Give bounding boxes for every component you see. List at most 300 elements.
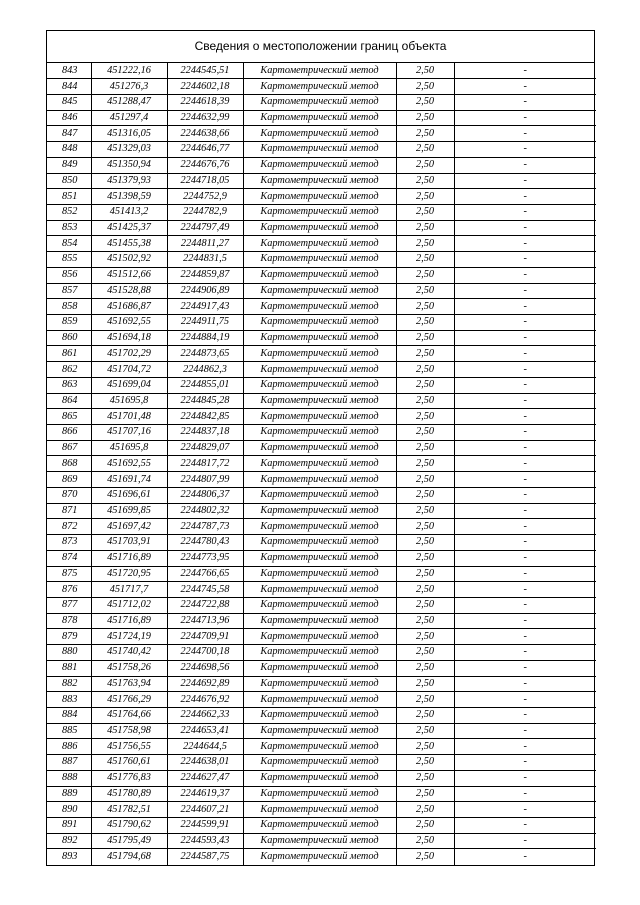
table-row	[47, 456, 596, 472]
method-cell: Картометрический метод	[243, 535, 396, 551]
point-number-cell: 849	[47, 157, 91, 173]
accuracy-cell: 2,50	[396, 519, 454, 535]
method-cell: Картометрический метод	[243, 503, 396, 519]
accuracy-cell: 2,50	[396, 802, 454, 818]
point-number-cell: 877	[47, 597, 91, 613]
note-cell: -	[454, 739, 596, 755]
y-coordinate-cell: 2244662,33	[167, 707, 243, 723]
accuracy-cell: 2,50	[396, 330, 454, 346]
accuracy-cell: 2,50	[396, 189, 454, 205]
accuracy-cell: 2,50	[396, 456, 454, 472]
method-cell: Картометрический метод	[243, 550, 396, 566]
method-cell: Картометрический метод	[243, 786, 396, 802]
note-cell: -	[454, 252, 596, 268]
note-cell: -	[454, 299, 596, 315]
method-cell: Картометрический метод	[243, 597, 396, 613]
point-number-cell: 881	[47, 660, 91, 676]
y-coordinate-cell: 2244802,32	[167, 503, 243, 519]
table-row	[47, 126, 596, 142]
table-row	[47, 676, 596, 692]
note-cell: -	[454, 786, 596, 802]
y-coordinate-cell: 2244817,72	[167, 456, 243, 472]
accuracy-cell: 2,50	[396, 770, 454, 786]
y-coordinate-cell: 2244773,95	[167, 550, 243, 566]
table-row	[47, 519, 596, 535]
method-cell: Картометрический метод	[243, 220, 396, 236]
method-cell: Картометрический метод	[243, 707, 396, 723]
accuracy-cell: 2,50	[396, 535, 454, 551]
method-cell: Картометрический метод	[243, 393, 396, 409]
table-row	[47, 79, 596, 95]
x-coordinate-cell: 451697,42	[91, 519, 167, 535]
x-coordinate-cell: 451425,37	[91, 220, 167, 236]
note-cell: -	[454, 802, 596, 818]
point-number-cell: 853	[47, 220, 91, 236]
y-coordinate-cell: 2244787,73	[167, 519, 243, 535]
accuracy-cell: 2,50	[396, 252, 454, 268]
accuracy-cell: 2,50	[396, 142, 454, 158]
note-cell: -	[454, 692, 596, 708]
x-coordinate-cell: 451760,61	[91, 755, 167, 771]
point-number-cell: 858	[47, 299, 91, 315]
y-coordinate-cell: 2244831,5	[167, 252, 243, 268]
x-coordinate-cell: 451329,03	[91, 142, 167, 158]
point-number-cell: 887	[47, 755, 91, 771]
table-row	[47, 613, 596, 629]
y-coordinate-cell: 2244698,56	[167, 660, 243, 676]
x-coordinate-cell: 451707,16	[91, 425, 167, 441]
accuracy-cell: 2,50	[396, 629, 454, 645]
accuracy-cell: 2,50	[396, 126, 454, 142]
accuracy-cell: 2,50	[396, 566, 454, 582]
table-row	[47, 377, 596, 393]
method-cell: Картометрический метод	[243, 472, 396, 488]
y-coordinate-cell: 2244676,76	[167, 157, 243, 173]
y-coordinate-cell: 2244862,3	[167, 362, 243, 378]
note-cell: -	[454, 204, 596, 220]
note-cell: -	[454, 723, 596, 739]
accuracy-cell: 2,50	[396, 503, 454, 519]
accuracy-cell: 2,50	[396, 94, 454, 110]
method-cell: Картометрический метод	[243, 267, 396, 283]
point-number-cell: 876	[47, 582, 91, 598]
accuracy-cell: 2,50	[396, 755, 454, 771]
point-number-cell: 884	[47, 707, 91, 723]
point-number-cell: 869	[47, 472, 91, 488]
point-number-cell: 847	[47, 126, 91, 142]
accuracy-cell: 2,50	[396, 660, 454, 676]
method-cell: Картометрический метод	[243, 94, 396, 110]
x-coordinate-cell: 451528,88	[91, 283, 167, 299]
y-coordinate-cell: 2244587,75	[167, 849, 243, 865]
point-number-cell: 854	[47, 236, 91, 252]
x-coordinate-cell: 451795,49	[91, 833, 167, 849]
accuracy-cell: 2,50	[396, 818, 454, 834]
point-number-cell: 862	[47, 362, 91, 378]
y-coordinate-cell: 2244646,77	[167, 142, 243, 158]
accuracy-cell: 2,50	[396, 739, 454, 755]
y-coordinate-cell: 2244842,85	[167, 409, 243, 425]
point-number-cell: 893	[47, 849, 91, 865]
table-row	[47, 330, 596, 346]
y-coordinate-cell: 2244627,47	[167, 770, 243, 786]
table-row	[47, 707, 596, 723]
accuracy-cell: 2,50	[396, 472, 454, 488]
method-cell: Картометрический метод	[243, 566, 396, 582]
point-number-cell: 866	[47, 425, 91, 441]
point-number-cell: 892	[47, 833, 91, 849]
x-coordinate-cell: 451699,04	[91, 377, 167, 393]
y-coordinate-cell: 2244752,9	[167, 189, 243, 205]
method-cell: Картометрический метод	[243, 299, 396, 315]
note-cell: -	[454, 110, 596, 126]
note-cell: -	[454, 362, 596, 378]
note-cell: -	[454, 456, 596, 472]
x-coordinate-cell: 451222,16	[91, 63, 167, 79]
x-coordinate-cell: 451712,02	[91, 597, 167, 613]
y-coordinate-cell: 2244797,49	[167, 220, 243, 236]
method-cell: Картометрический метод	[243, 409, 396, 425]
point-number-cell: 870	[47, 487, 91, 503]
accuracy-cell: 2,50	[396, 833, 454, 849]
accuracy-cell: 2,50	[396, 676, 454, 692]
x-coordinate-cell: 451758,26	[91, 660, 167, 676]
method-cell: Картометрический метод	[243, 440, 396, 456]
point-number-cell: 879	[47, 629, 91, 645]
y-coordinate-cell: 2244713,96	[167, 613, 243, 629]
accuracy-cell: 2,50	[396, 377, 454, 393]
accuracy-cell: 2,50	[396, 283, 454, 299]
note-cell: -	[454, 613, 596, 629]
x-coordinate-cell: 451455,38	[91, 236, 167, 252]
accuracy-cell: 2,50	[396, 723, 454, 739]
point-number-cell: 872	[47, 519, 91, 535]
x-coordinate-cell: 451764,66	[91, 707, 167, 723]
x-coordinate-cell: 451766,29	[91, 692, 167, 708]
note-cell: -	[454, 409, 596, 425]
method-cell: Картометрический метод	[243, 676, 396, 692]
accuracy-cell: 2,50	[396, 173, 454, 189]
method-cell: Картометрический метод	[243, 63, 396, 79]
boundary-table-frame	[46, 30, 595, 866]
y-coordinate-cell: 2244884,19	[167, 330, 243, 346]
point-number-cell: 856	[47, 267, 91, 283]
accuracy-cell: 2,50	[396, 267, 454, 283]
accuracy-cell: 2,50	[396, 440, 454, 456]
note-cell: -	[454, 157, 596, 173]
x-coordinate-cell: 451790,62	[91, 818, 167, 834]
x-coordinate-cell: 451720,95	[91, 566, 167, 582]
note-cell: -	[454, 660, 596, 676]
table-row	[47, 550, 596, 566]
method-cell: Картометрический метод	[243, 425, 396, 441]
x-coordinate-cell: 451692,55	[91, 315, 167, 331]
x-coordinate-cell: 451716,89	[91, 550, 167, 566]
x-coordinate-cell: 451512,66	[91, 267, 167, 283]
x-coordinate-cell: 451413,2	[91, 204, 167, 220]
point-number-cell: 851	[47, 189, 91, 205]
x-coordinate-cell: 451763,94	[91, 676, 167, 692]
point-number-cell: 848	[47, 142, 91, 158]
accuracy-cell: 2,50	[396, 236, 454, 252]
point-number-cell: 871	[47, 503, 91, 519]
point-number-cell: 890	[47, 802, 91, 818]
method-cell: Картометрический метод	[243, 142, 396, 158]
table-row	[47, 755, 596, 771]
table-row	[47, 723, 596, 739]
note-cell: -	[454, 597, 596, 613]
accuracy-cell: 2,50	[396, 346, 454, 362]
accuracy-cell: 2,50	[396, 393, 454, 409]
table-row	[47, 597, 596, 613]
x-coordinate-cell: 451297,4	[91, 110, 167, 126]
y-coordinate-cell: 2244911,75	[167, 315, 243, 331]
y-coordinate-cell: 2244700,18	[167, 645, 243, 661]
point-number-cell: 880	[47, 645, 91, 661]
y-coordinate-cell: 2244722,88	[167, 597, 243, 613]
x-coordinate-cell: 451740,42	[91, 645, 167, 661]
accuracy-cell: 2,50	[396, 613, 454, 629]
table-row	[47, 94, 596, 110]
point-number-cell: 859	[47, 315, 91, 331]
note-cell: -	[454, 142, 596, 158]
table-row	[47, 535, 596, 551]
table-row	[47, 236, 596, 252]
note-cell: -	[454, 330, 596, 346]
x-coordinate-cell: 451780,89	[91, 786, 167, 802]
point-number-cell: 845	[47, 94, 91, 110]
note-cell: -	[454, 283, 596, 299]
accuracy-cell: 2,50	[396, 79, 454, 95]
method-cell: Картометрический метод	[243, 660, 396, 676]
point-number-cell: 855	[47, 252, 91, 268]
x-coordinate-cell: 451694,18	[91, 330, 167, 346]
method-cell: Картометрический метод	[243, 487, 396, 503]
x-coordinate-cell: 451350,94	[91, 157, 167, 173]
table-row	[47, 283, 596, 299]
table-row	[47, 739, 596, 755]
table-row	[47, 173, 596, 189]
x-coordinate-cell: 451699,85	[91, 503, 167, 519]
point-number-cell: 861	[47, 346, 91, 362]
x-coordinate-cell: 451686,87	[91, 299, 167, 315]
note-cell: -	[454, 377, 596, 393]
x-coordinate-cell: 451758,98	[91, 723, 167, 739]
point-number-cell: 886	[47, 739, 91, 755]
x-coordinate-cell: 451756,55	[91, 739, 167, 755]
table-row	[47, 566, 596, 582]
note-cell: -	[454, 189, 596, 205]
accuracy-cell: 2,50	[396, 487, 454, 503]
y-coordinate-cell: 2244917,43	[167, 299, 243, 315]
accuracy-cell: 2,50	[396, 110, 454, 126]
point-number-cell: 882	[47, 676, 91, 692]
note-cell: -	[454, 645, 596, 661]
coordinates-table	[47, 63, 596, 865]
method-cell: Картометрический метод	[243, 252, 396, 268]
x-coordinate-cell: 451696,61	[91, 487, 167, 503]
note-cell: -	[454, 629, 596, 645]
x-coordinate-cell: 451398,59	[91, 189, 167, 205]
y-coordinate-cell: 2244599,91	[167, 818, 243, 834]
method-cell: Картометрический метод	[243, 315, 396, 331]
method-cell: Картометрический метод	[243, 723, 396, 739]
table-row	[47, 582, 596, 598]
point-number-cell: 875	[47, 566, 91, 582]
method-cell: Картометрический метод	[243, 519, 396, 535]
table-row	[47, 645, 596, 661]
x-coordinate-cell: 451695,8	[91, 440, 167, 456]
accuracy-cell: 2,50	[396, 204, 454, 220]
table-row	[47, 267, 596, 283]
x-coordinate-cell: 451316,05	[91, 126, 167, 142]
note-cell: -	[454, 425, 596, 441]
accuracy-cell: 2,50	[396, 645, 454, 661]
y-coordinate-cell: 2244782,9	[167, 204, 243, 220]
point-number-cell: 860	[47, 330, 91, 346]
note-cell: -	[454, 63, 596, 79]
point-number-cell: 865	[47, 409, 91, 425]
note-cell: -	[454, 550, 596, 566]
y-coordinate-cell: 2244709,91	[167, 629, 243, 645]
note-cell: -	[454, 503, 596, 519]
note-cell: -	[454, 472, 596, 488]
point-number-cell: 863	[47, 377, 91, 393]
point-number-cell: 889	[47, 786, 91, 802]
y-coordinate-cell: 2244837,18	[167, 425, 243, 441]
method-cell: Картометрический метод	[243, 849, 396, 865]
y-coordinate-cell: 2244619,37	[167, 786, 243, 802]
note-cell: -	[454, 173, 596, 189]
accuracy-cell: 2,50	[396, 550, 454, 566]
method-cell: Картометрический метод	[243, 110, 396, 126]
point-number-cell: 874	[47, 550, 91, 566]
table-row	[47, 660, 596, 676]
point-number-cell: 843	[47, 63, 91, 79]
method-cell: Картометрический метод	[243, 802, 396, 818]
y-coordinate-cell: 2244829,07	[167, 440, 243, 456]
y-coordinate-cell: 2244676,92	[167, 692, 243, 708]
method-cell: Картометрический метод	[243, 79, 396, 95]
table-row	[47, 487, 596, 503]
y-coordinate-cell: 2244845,28	[167, 393, 243, 409]
y-coordinate-cell: 2244618,39	[167, 94, 243, 110]
method-cell: Картометрический метод	[243, 189, 396, 205]
x-coordinate-cell: 451692,55	[91, 456, 167, 472]
y-coordinate-cell: 2244593,43	[167, 833, 243, 849]
accuracy-cell: 2,50	[396, 692, 454, 708]
note-cell: -	[454, 126, 596, 142]
y-coordinate-cell: 2244632,99	[167, 110, 243, 126]
method-cell: Картометрический метод	[243, 629, 396, 645]
x-coordinate-cell: 451695,8	[91, 393, 167, 409]
accuracy-cell: 2,50	[396, 582, 454, 598]
method-cell: Картометрический метод	[243, 346, 396, 362]
note-cell: -	[454, 440, 596, 456]
table-row	[47, 346, 596, 362]
note-cell: -	[454, 582, 596, 598]
y-coordinate-cell: 2244745,58	[167, 582, 243, 598]
method-cell: Картометрический метод	[243, 126, 396, 142]
y-coordinate-cell: 2244638,01	[167, 755, 243, 771]
y-coordinate-cell: 2244807,99	[167, 472, 243, 488]
method-cell: Картометрический метод	[243, 645, 396, 661]
table-row	[47, 220, 596, 236]
table-row	[47, 472, 596, 488]
x-coordinate-cell: 451776,83	[91, 770, 167, 786]
y-coordinate-cell: 2244718,05	[167, 173, 243, 189]
point-number-cell: 867	[47, 440, 91, 456]
table-row	[47, 849, 596, 865]
y-coordinate-cell: 2244859,87	[167, 267, 243, 283]
x-coordinate-cell: 451703,91	[91, 535, 167, 551]
accuracy-cell: 2,50	[396, 362, 454, 378]
table-row	[47, 818, 596, 834]
table-row	[47, 142, 596, 158]
note-cell: -	[454, 79, 596, 95]
point-number-cell: 852	[47, 204, 91, 220]
x-coordinate-cell: 451717,7	[91, 582, 167, 598]
table-row	[47, 409, 596, 425]
y-coordinate-cell: 2244545,51	[167, 63, 243, 79]
method-cell: Картометрический метод	[243, 204, 396, 220]
accuracy-cell: 2,50	[396, 299, 454, 315]
x-coordinate-cell: 451782,51	[91, 802, 167, 818]
accuracy-cell: 2,50	[396, 707, 454, 723]
x-coordinate-cell: 451288,47	[91, 94, 167, 110]
note-cell: -	[454, 267, 596, 283]
table-row	[47, 833, 596, 849]
accuracy-cell: 2,50	[396, 786, 454, 802]
point-number-cell: 857	[47, 283, 91, 299]
point-number-cell: 883	[47, 692, 91, 708]
point-number-cell: 850	[47, 173, 91, 189]
table-row	[47, 204, 596, 220]
accuracy-cell: 2,50	[396, 597, 454, 613]
table-row	[47, 362, 596, 378]
method-cell: Картометрический метод	[243, 173, 396, 189]
note-cell: -	[454, 487, 596, 503]
note-cell: -	[454, 94, 596, 110]
method-cell: Картометрический метод	[243, 236, 396, 252]
table-row	[47, 110, 596, 126]
method-cell: Картометрический метод	[243, 818, 396, 834]
accuracy-cell: 2,50	[396, 220, 454, 236]
note-cell: -	[454, 770, 596, 786]
method-cell: Картометрический метод	[243, 692, 396, 708]
point-number-cell: 888	[47, 770, 91, 786]
table-row	[47, 802, 596, 818]
table-row	[47, 770, 596, 786]
point-number-cell: 864	[47, 393, 91, 409]
table-row	[47, 629, 596, 645]
method-cell: Картометрический метод	[243, 582, 396, 598]
table-row	[47, 63, 596, 79]
table-row	[47, 393, 596, 409]
accuracy-cell: 2,50	[396, 63, 454, 79]
point-number-cell: 873	[47, 535, 91, 551]
note-cell: -	[454, 346, 596, 362]
y-coordinate-cell: 2244806,37	[167, 487, 243, 503]
y-coordinate-cell: 2244855,01	[167, 377, 243, 393]
x-coordinate-cell: 451716,89	[91, 613, 167, 629]
note-cell: -	[454, 315, 596, 331]
x-coordinate-cell: 451724,19	[91, 629, 167, 645]
y-coordinate-cell: 2244780,43	[167, 535, 243, 551]
table-row	[47, 189, 596, 205]
point-number-cell: 885	[47, 723, 91, 739]
x-coordinate-cell: 451704,72	[91, 362, 167, 378]
